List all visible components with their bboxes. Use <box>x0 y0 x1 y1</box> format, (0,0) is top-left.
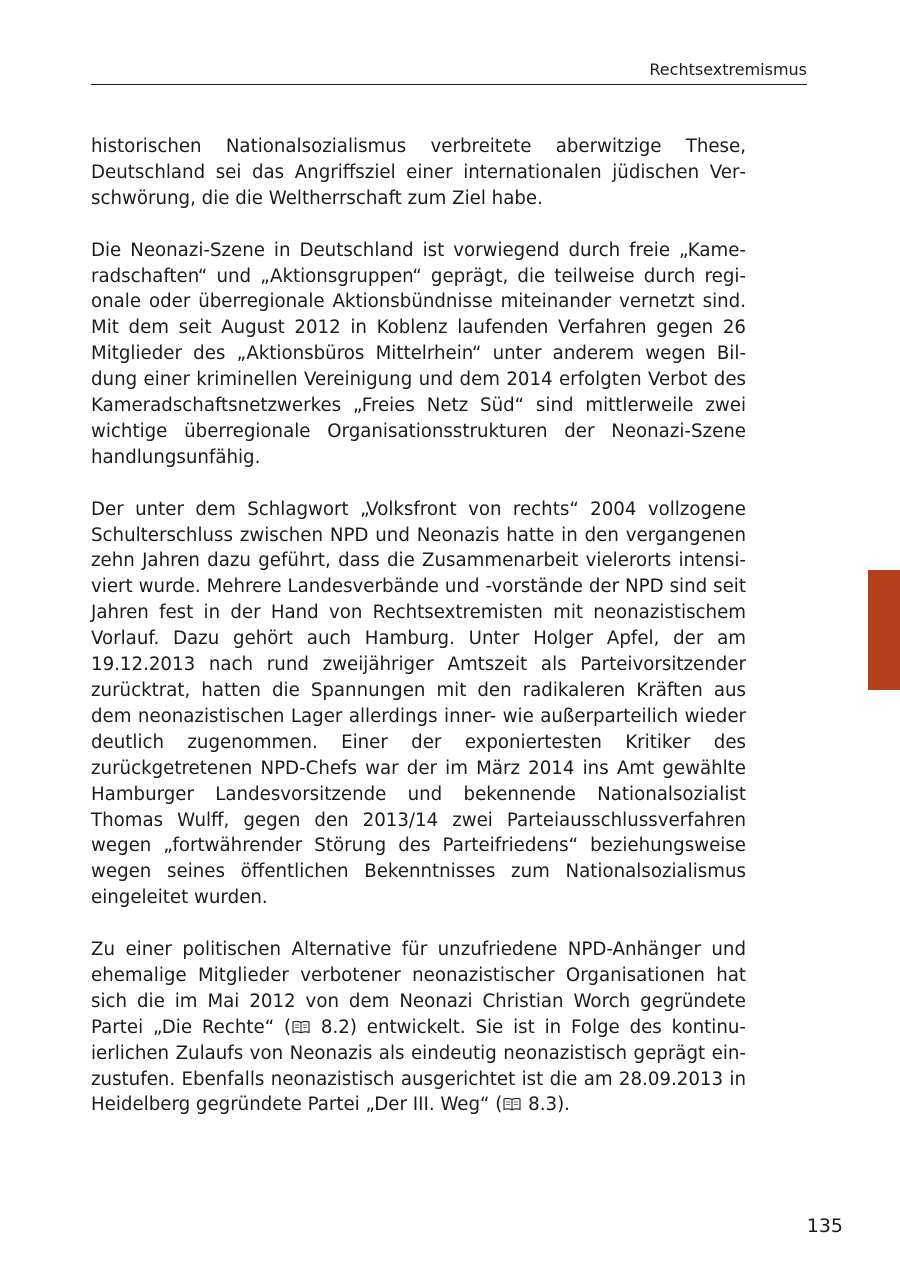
cross-reference[interactable]: 8.2 <box>320 1016 350 1038</box>
cross-reference[interactable]: 8.3 <box>528 1094 558 1116</box>
open-book-icon <box>503 1097 521 1111</box>
chapter-tab <box>868 570 900 690</box>
paragraph: Der unter dem Schlagwort „Volksfront von rechts“ 2004 vollzogene Schulterschluss zwischen NPD und Neonazis hatte in den vergangenen zehn Jahren dazu geführt, dass die Zusammenarbeit vielerorts intensiviert wurde. Mehrere Landesverbände und -vorstände der NPD sind seit Jahren fest in der Hand von Rechtsextremisten mit neonazistischem Vorlauf. Dazu gehört auch Hamburg. Unter Holger Apfel, der am 19.12.2013 nach rund zweijähriger Amtszeit als Parteivorsitzender zurücktrat, hatten die Spannungen mit den radikaleren Kräften aus dem neonazistischen Lager allerdings inner- wie außerparteilich wieder deutlich zugenommen. Einer der exponiertesten Kritiker des zurückgetretenen NPD-Chefs war der im März 2014 ins Amt gewählte Hamburger Landesvorsitzende und bekennende Nationalsozialist Thomas Wulff, gegen den 2013/14 zwei Parteiausschlussverfahren wegen „fortwährender Störung des Parteifriedens“ beziehungsweise wegen seines öffentlichen Bekenntnisses zum Nationalsozialismus eingeleitet wurden. <box>91 498 746 909</box>
running-title: Rechtsextremismus <box>649 60 807 79</box>
page-number: 135 <box>806 1215 843 1237</box>
running-header <box>91 58 807 85</box>
paragraph-text: ). <box>557 1094 570 1116</box>
paragraph-text: Zu einer politischen Alternative für unzufriedene NPD-Anhänger und ehemalige Mitglieder verbotener neonazistischer Organisationen hat sich die im Mai 2012 von dem Neonazi Christian Worch gegründete Partei „Die Rechte“ ( <box>91 939 746 1038</box>
paragraph: historischen Nationalsozialismus verbreitete aberwitzige These, Deutschland sei das Angriffsziel einer internationalen jüdischen Verschwörung, die die Weltherrschaft zum Ziel habe. <box>91 136 746 209</box>
open-book-icon <box>292 1020 310 1034</box>
paragraph-text: ) entwickelt. Sie ist in Folge des kontinuierlichen Zulaufs von Neonazis als eindeutig neonazistisch geprägt einzustufen. Ebenfalls neonazistisch ausgerichtet ist die am 28.09.2013 in Heidelberg gegründete Partei „Der III. Weg“ ( <box>91 1016 746 1116</box>
body-text <box>91 134 746 1144</box>
paragraph-last <box>91 937 746 1118</box>
paragraph: Die Neonazi-Szene in Deutschland ist vorwiegend durch freie „Kameradschaften“ und „Aktionsgruppen“ geprägt, die teilweise durch regionale oder überregionale Aktionsbündnisse miteinander vernetzt sind. Mit dem seit August 2012 in Koblenz laufenden Verfahren gegen 26 Mitglieder des „Aktionsbüros Mittelrhein“ unter anderem wegen Bildung einer kriminellen Vereinigung und dem 2014 erfolgten Verbot des Kameradschaftsnetzwerkes „Freies Netz Süd“ sind mittlerweile zwei wichtige überregionale Organisationsstrukturen der Neonazi-Szene handlungsunfähig. <box>91 239 746 468</box>
